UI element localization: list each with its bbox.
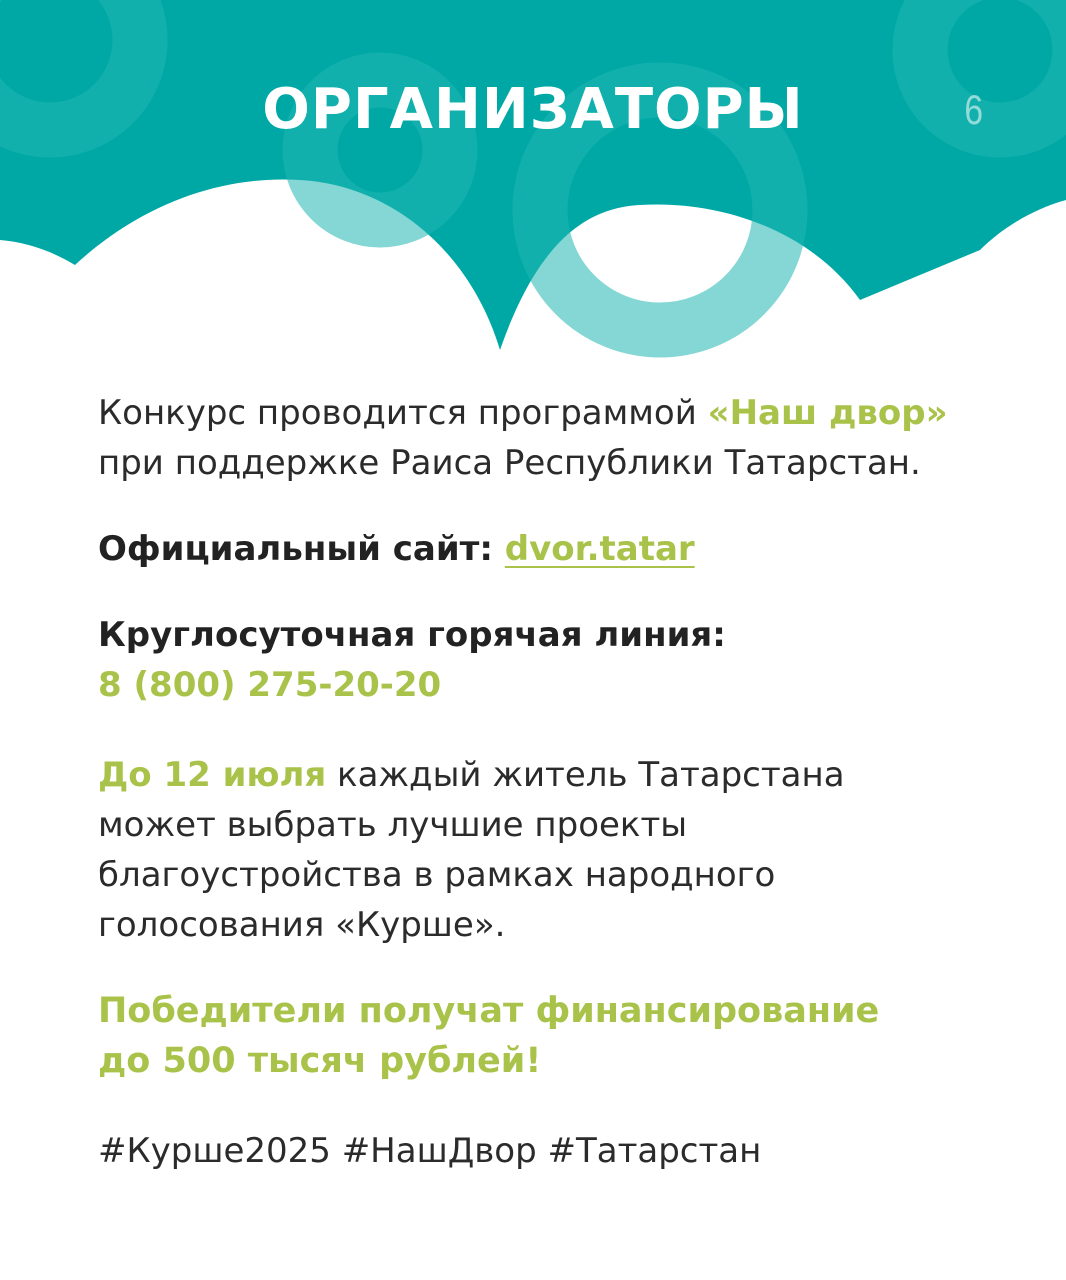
hotline-paragraph [98,610,958,710]
intro-text-after: при поддержке Раиса Республики Татарстан. [98,443,921,483]
hashtags: #Курше2025 #НашДвор #Татарстан [98,1131,762,1171]
prize-line-2: до 500 тысяч рублей! [98,1041,542,1081]
voting-text: каждый житель Татарстана может выбрать лучшие проекты благоустройства в рамках народного голосования «Курше». [98,755,845,945]
page-title: ОРГАНИЗАТОРЫ [262,77,804,142]
site-link[interactable]: dvor.tatar [504,529,695,569]
prize-paragraph [98,986,958,1086]
site-paragraph [98,524,958,574]
intro-paragraph [98,388,958,488]
header-cloud-background [0,0,1066,360]
site-label: Официальный сайт: [98,529,505,569]
intro-text-before: Конкурс проводится программой [98,393,708,433]
page-number: 6 [964,86,984,133]
hotline-phone[interactable]: 8 (800) 275-20-20 [98,665,442,705]
program-name: «Наш двор» [707,393,948,433]
hotline-label: Круглосуточная горячая линия: [98,615,726,655]
voting-paragraph [98,750,958,950]
voting-deadline: До 12 июля [98,755,327,795]
main-content [98,388,958,1176]
prize-line-1: Победители получат финансирование [98,991,880,1031]
